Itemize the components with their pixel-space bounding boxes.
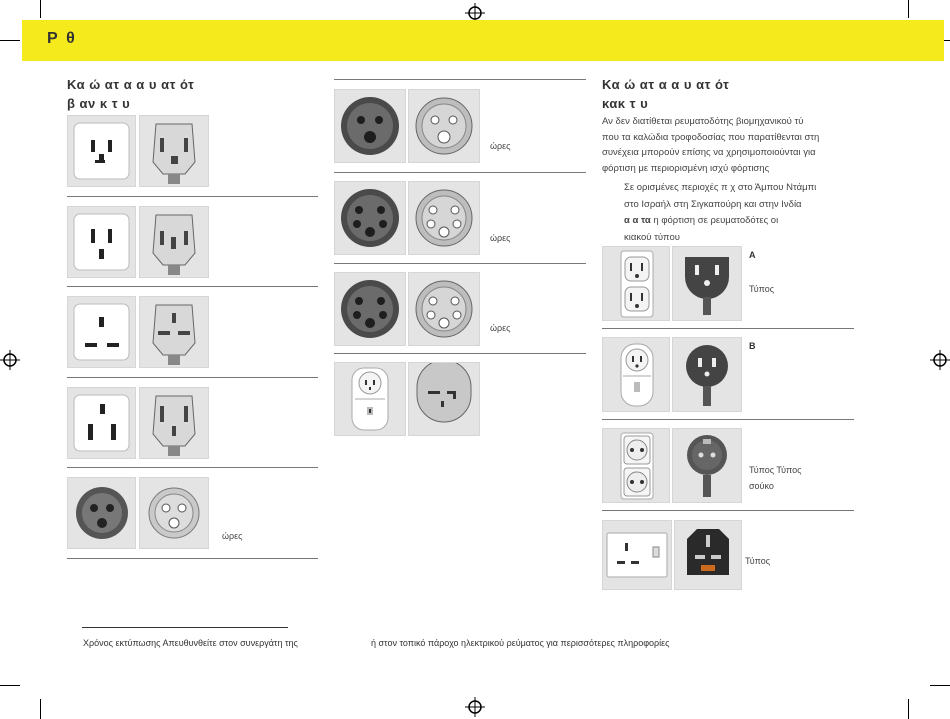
socket-photo (334, 362, 406, 436)
socket-photo (67, 296, 136, 368)
plug-photo (408, 181, 480, 255)
socket-icon (335, 273, 405, 345)
divider (602, 510, 854, 511)
socket-photo (67, 477, 136, 549)
plug-icon (409, 273, 479, 345)
socket-icon (68, 207, 135, 277)
note-line: στο Ισραήλ στη Σιγκαπούρη και στην Ινδία (624, 198, 802, 210)
right-heading-line: κακ τ υ (602, 96, 649, 111)
socket-icon (335, 363, 405, 435)
header-banner (22, 20, 944, 61)
registration-mark-icon (465, 697, 485, 717)
socket-type-text: σούκο (749, 481, 774, 491)
plug-icon (409, 363, 479, 435)
socket-icon (68, 478, 135, 548)
registration-mark-icon (0, 350, 20, 370)
socket-photo (67, 387, 136, 459)
right-section-heading (602, 75, 862, 113)
intro-line: φόρτιση με περιορισμένη ισχύ φόρτισης (602, 162, 770, 174)
divider (67, 467, 318, 468)
divider (602, 419, 854, 420)
socket-type-label: Α (749, 250, 756, 260)
footnote-rule (82, 627, 288, 628)
crop-mark (40, 0, 41, 18)
middle-caption: ώρες (490, 233, 511, 243)
plug-photo (674, 520, 742, 590)
plug-icon (140, 478, 208, 548)
plug-photo (672, 428, 742, 503)
socket-type-text: Τύπος Τύπος (749, 465, 802, 475)
plug-icon (409, 182, 479, 254)
plug-icon (409, 90, 479, 162)
left-section-heading (67, 75, 317, 113)
plug-icon (140, 297, 208, 367)
divider (67, 558, 318, 559)
socket-photo (334, 181, 406, 255)
note-emphasis: α α τα (624, 215, 651, 226)
socket-icon (335, 182, 405, 254)
intro-paragraph (602, 114, 862, 176)
socket-photo (602, 337, 670, 412)
intro-line: συνέχεια μπορούν επίσης να χρησιμοποιούνται για (602, 147, 816, 158)
socket-photo (334, 89, 406, 163)
plug-icon (675, 521, 741, 589)
divider (67, 377, 318, 378)
divider (602, 328, 854, 329)
socket-photo (602, 520, 672, 590)
plug-photo (139, 477, 209, 549)
plug-photo (139, 206, 209, 278)
footnote-right: ή στον τοπικό πάροχο ηλεκτρικού ρεύματος για περισσότερες πληροφορίες (371, 638, 670, 648)
divider (67, 196, 318, 197)
note-line: κιακού τύπου (624, 231, 680, 243)
left-heading-line: β αν κ τ υ (67, 96, 131, 111)
socket-icon (68, 388, 135, 458)
socket-icon (603, 429, 669, 502)
plug-photo (139, 387, 209, 459)
socket-photo (602, 246, 670, 321)
plug-photo (408, 272, 480, 346)
plug-icon (140, 388, 208, 458)
crop-mark (0, 40, 20, 41)
note-text: η φόρτιση σε ρευματοδότες οι (650, 215, 779, 226)
page-title: Ρ θ (47, 30, 77, 47)
left-caption: ώρες (222, 531, 243, 541)
divider (334, 172, 586, 173)
plug-photo (139, 296, 209, 368)
footnote-left: Χρόνος εκτύπωσης Απευθυνθείτε στον συνεργάτη της (83, 638, 298, 648)
crop-mark (930, 685, 950, 686)
crop-mark (908, 699, 909, 719)
plug-photo (408, 362, 480, 436)
divider (334, 353, 586, 354)
middle-caption: ώρες (490, 323, 511, 333)
plug-photo (139, 115, 209, 187)
plug-icon (673, 247, 741, 320)
note-paragraph (624, 180, 864, 246)
socket-icon (603, 247, 669, 320)
left-heading-line: Κα ώ ατ α α υ ατ ότ (67, 77, 195, 92)
plug-icon (673, 338, 741, 411)
plug-photo (672, 337, 742, 412)
plug-icon (140, 116, 208, 186)
socket-icon (68, 116, 135, 186)
crop-mark (0, 685, 20, 686)
plug-icon (140, 207, 208, 277)
socket-icon (603, 521, 671, 589)
plug-icon (673, 429, 741, 502)
socket-photo (67, 206, 136, 278)
middle-caption: ώρες (490, 141, 511, 151)
plug-photo (408, 89, 480, 163)
right-heading-line: Κα ώ ατ α α υ ατ ότ (602, 77, 730, 92)
divider (334, 263, 586, 264)
socket-icon (335, 90, 405, 162)
crop-mark (40, 699, 41, 719)
socket-icon (68, 297, 135, 367)
divider (67, 286, 318, 287)
note-line (624, 213, 864, 230)
plug-photo (672, 246, 742, 321)
divider (334, 79, 586, 80)
registration-mark-icon (930, 350, 950, 370)
socket-photo (334, 272, 406, 346)
socket-photo (67, 115, 136, 187)
socket-type-text: Τύπος (749, 284, 775, 294)
intro-line: που τα καλώδια τροφοδοσίας που παρατίθενται στη (602, 131, 820, 143)
crop-mark (908, 0, 909, 18)
socket-icon (603, 338, 669, 411)
intro-line: Αν δεν διατίθεται ρευματοδότης βιομηχανικού τύ (602, 116, 804, 127)
socket-type-text: Τύπος (745, 556, 771, 566)
socket-photo (602, 428, 670, 503)
note-line: Σε ορισμένες περιοχές π χ στο Άμπου Ντάμπι (624, 182, 817, 193)
socket-type-label: Β (749, 341, 756, 351)
